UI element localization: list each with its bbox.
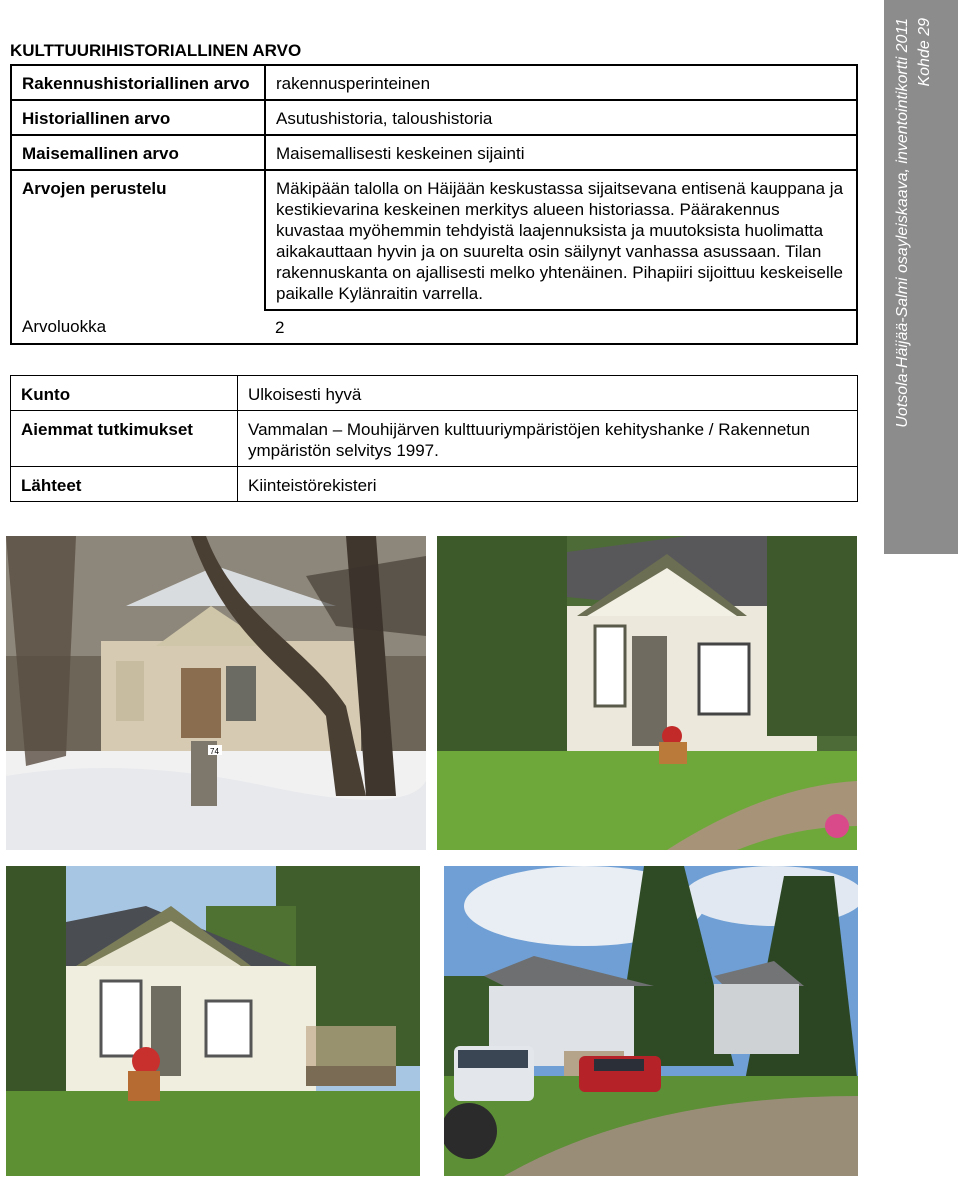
table-row (11, 65, 857, 100)
row-label: Aiemmat tutkimukset (11, 411, 238, 467)
house-porch-image (6, 866, 420, 1176)
sign-number: 74 (210, 747, 219, 756)
yard-cars-image (444, 866, 858, 1176)
row-value: Kiinteistörekisteri (238, 467, 858, 502)
row-value: Ulkoisesti hyvä (238, 376, 858, 411)
row-label: Historiallinen arvo (11, 100, 265, 135)
row-label: Arvojen perustelu (11, 170, 265, 310)
table-row (11, 411, 858, 467)
row-label: Arvoluokka (11, 310, 265, 344)
table-row (11, 467, 858, 502)
row-label: Kunto (11, 376, 238, 411)
row-label: Maisemallinen arvo (11, 135, 265, 170)
table-row (11, 310, 857, 344)
section-title: KULTTUURIHISTORIALLINEN ARVO (10, 41, 302, 60)
photo-yard-cars (444, 866, 858, 1176)
row-value: 2 (265, 310, 857, 344)
row-value: rakennusperinteinen (265, 65, 857, 100)
row-value: Vammalan – Mouhijärven kulttuuriympäristöjen kehityshanke / Rakennetun ympäristön selvitys 1997. (238, 411, 858, 467)
photo-winter-house (6, 536, 426, 850)
table-row (11, 135, 857, 170)
sidebar-line-2: Kohde 29 (916, 18, 933, 87)
photo-summer-front (437, 536, 857, 850)
photo-house-porch (6, 866, 420, 1176)
winter-house-image (6, 536, 426, 850)
row-value: Asutushistoria, taloushistoria (265, 100, 857, 135)
row-value: Maisemallisesti keskeinen sijainti (265, 135, 857, 170)
row-value: Mäkipään talolla on Häijään keskustassa sijaitsevana entisenä kauppana ja kestikievarina keskeinen merkitys alueen historiassa. Päärakennus kuvastaa myöhemmin tehdyistä laajennuksista ja muutoksista huolimatta aikakauttaan hyvin ja on suurelta osin säilynyt vanhassa asussaan. Tilan rakennuskanta on ajallisesti melko yhtenäinen. Pihapiiri sijoittuu keskeiselle paikalle Kylänraitin varrella. (265, 170, 857, 310)
table-row (11, 376, 858, 411)
row-label: Lähteet (11, 467, 238, 502)
cultural-value-table (10, 64, 858, 345)
table-row (11, 100, 857, 135)
table-row (11, 170, 857, 310)
sidebar-caption (884, 0, 958, 554)
row-label: Rakennushistoriallinen arvo (11, 65, 265, 100)
info-table (10, 375, 858, 502)
summer-front-image (437, 536, 857, 850)
sidebar-tab (884, 0, 958, 554)
sidebar-line-1: Uotsola-Häijää-Salmi osayleiskaava, inventointikortti 2011 (894, 18, 911, 428)
